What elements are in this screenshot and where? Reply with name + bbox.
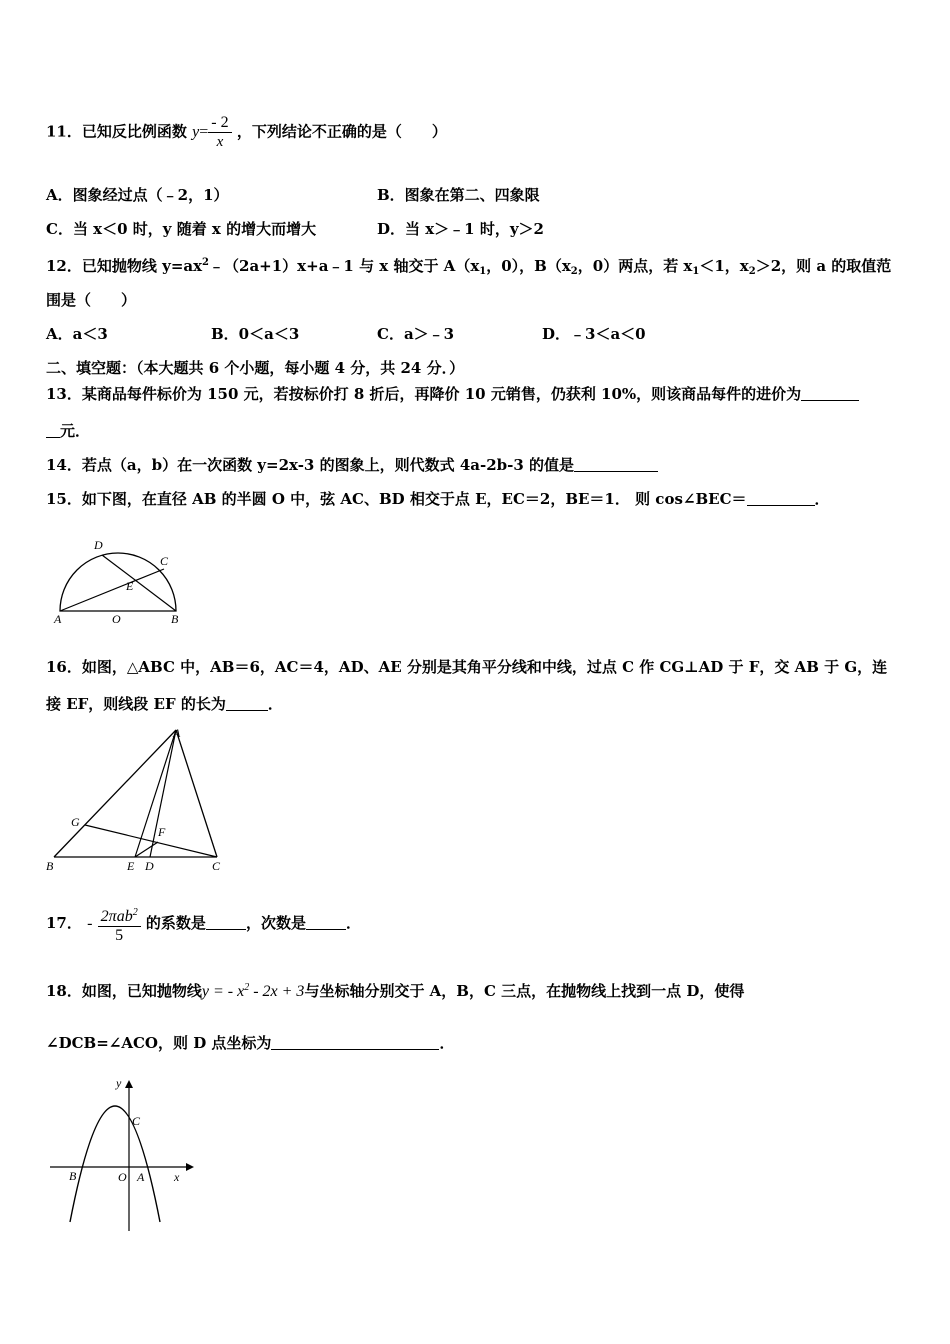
label-x: x bbox=[174, 1170, 180, 1184]
q16-stem: 16．如图，△ABC 中，AB＝6，AC＝4，AD、AE 分别是其角平分线和中线，过点 C 作 CG⊥AD 于 F，交 AB 于 G，连 bbox=[46, 658, 888, 676]
q11-option-a: A．图象经过点（﹣2，1） bbox=[46, 186, 229, 204]
label-a: A bbox=[137, 1170, 145, 1184]
label-y: y bbox=[116, 1076, 122, 1090]
x-axis-arrow bbox=[186, 1163, 194, 1171]
q17-degree-blank bbox=[306, 915, 346, 930]
label-c: C bbox=[212, 859, 221, 873]
y-axis-arrow bbox=[125, 1080, 133, 1088]
label-a: A bbox=[173, 726, 181, 740]
q12-option-b: B．0＜a＜3 bbox=[211, 325, 300, 343]
label-o: O bbox=[112, 612, 121, 626]
q13-stem: 13．某商品每件标价为 150 元，若按标价打 8 折后，再降价 10 元销售，仍获利 10%，则该商品每件的进价为 bbox=[46, 384, 859, 404]
q15-semicircle-figure bbox=[50, 535, 190, 630]
q12-option-c: C．a＞﹣3 bbox=[377, 325, 455, 343]
q16-answer-blank bbox=[226, 696, 268, 711]
label-d: D bbox=[94, 538, 103, 552]
q18-stem-line2: ∠DCB=∠ACO，则 D 点坐标为 ． bbox=[46, 1034, 455, 1052]
label-f: F bbox=[158, 825, 166, 839]
q11-stem: 11．已知反比例函数 y= $\frac{- 2}{x}$ ，下列结论不正确的是（ ） bbox=[46, 114, 447, 150]
q12-stem: 12．已知抛物线 $y=ax^2﹣(2a+1)x+a﹣1$ 与 x 轴交于 $A(x_1$，0），$B(x_2$，0）两点，若 $x_1<1$，$x_2>2$，则 a 的取值范 bbox=[46, 257, 892, 277]
q11-option-d: D．当 x＞﹣1 时，y＞2 bbox=[377, 220, 544, 238]
q18-parabola-figure bbox=[46, 1074, 196, 1239]
q18-answer-blank bbox=[271, 1035, 439, 1050]
q13-stem-line2: 元． bbox=[46, 421, 90, 441]
q16-stem-line2: 接 EF，则线段 EF 的长为 ． bbox=[46, 695, 283, 713]
side-ac bbox=[176, 730, 217, 857]
semicircle bbox=[60, 553, 176, 611]
label-c: C bbox=[132, 1114, 141, 1128]
q12-stem-line2: 围是（ ） bbox=[46, 291, 137, 309]
label-o: O bbox=[118, 1170, 127, 1184]
q11-option-b: B．图象在第二、四象限 bbox=[377, 186, 540, 204]
q16-triangle-figure bbox=[44, 726, 234, 876]
label-g: G bbox=[71, 815, 80, 829]
q11-fraction: $\frac{- 2}{x}$ bbox=[208, 114, 231, 151]
q17-stem: 17． - $\frac{2\pi ab^2}{5}$ 的系数是 ，次数是 ． bbox=[46, 903, 361, 945]
q13-answer-blank-cont bbox=[46, 423, 60, 438]
label-b: B bbox=[46, 859, 54, 873]
label-b: B bbox=[69, 1169, 77, 1183]
q12-option-a: A．a＜3 bbox=[46, 325, 108, 343]
label-a: A bbox=[54, 612, 62, 626]
q17-coefficient-blank bbox=[206, 915, 246, 930]
q15-answer-blank bbox=[747, 491, 815, 506]
label-e: E bbox=[126, 579, 134, 593]
label-d: D bbox=[145, 859, 154, 873]
q18-stem: 18．如图，已知抛物线y = - $x^2 - 2x + 3$与坐标轴分别交于 A，B，C 三点，在抛物线上找到一点 D，使得 bbox=[46, 982, 745, 1000]
q14-answer-blank bbox=[574, 457, 658, 472]
q12-option-d: D．﹣3＜a＜0 bbox=[542, 325, 646, 343]
q17-fraction: $\frac{2\pi ab^2}{5}$ bbox=[98, 904, 141, 945]
parabola bbox=[70, 1106, 160, 1222]
q14-stem: 14．若点（a，b）在一次函数 y=2x-3 的图象上，则代数式 4a-2b-3 的值是 bbox=[46, 455, 658, 475]
label-c: C bbox=[160, 554, 169, 568]
label-b: B bbox=[171, 612, 179, 626]
section-heading: 二、填空题：（本大题共 6 个小题，每小题 4 分，共 24 分．） bbox=[46, 359, 465, 377]
q15-stem: 15．如下图，在直径 AB 的半圆 O 中，弦 AC、BD 相交于点 E，EC＝2，BE＝1． 则 cos∠BEC＝ ． bbox=[46, 490, 830, 508]
median-ae bbox=[135, 730, 176, 857]
q13-answer-blank bbox=[801, 386, 859, 401]
q11-option-c: C．当 x＜0 时，y 随着 x 的增大而增大 bbox=[46, 220, 317, 238]
segment-ef bbox=[135, 842, 158, 857]
label-e: E bbox=[127, 859, 135, 873]
